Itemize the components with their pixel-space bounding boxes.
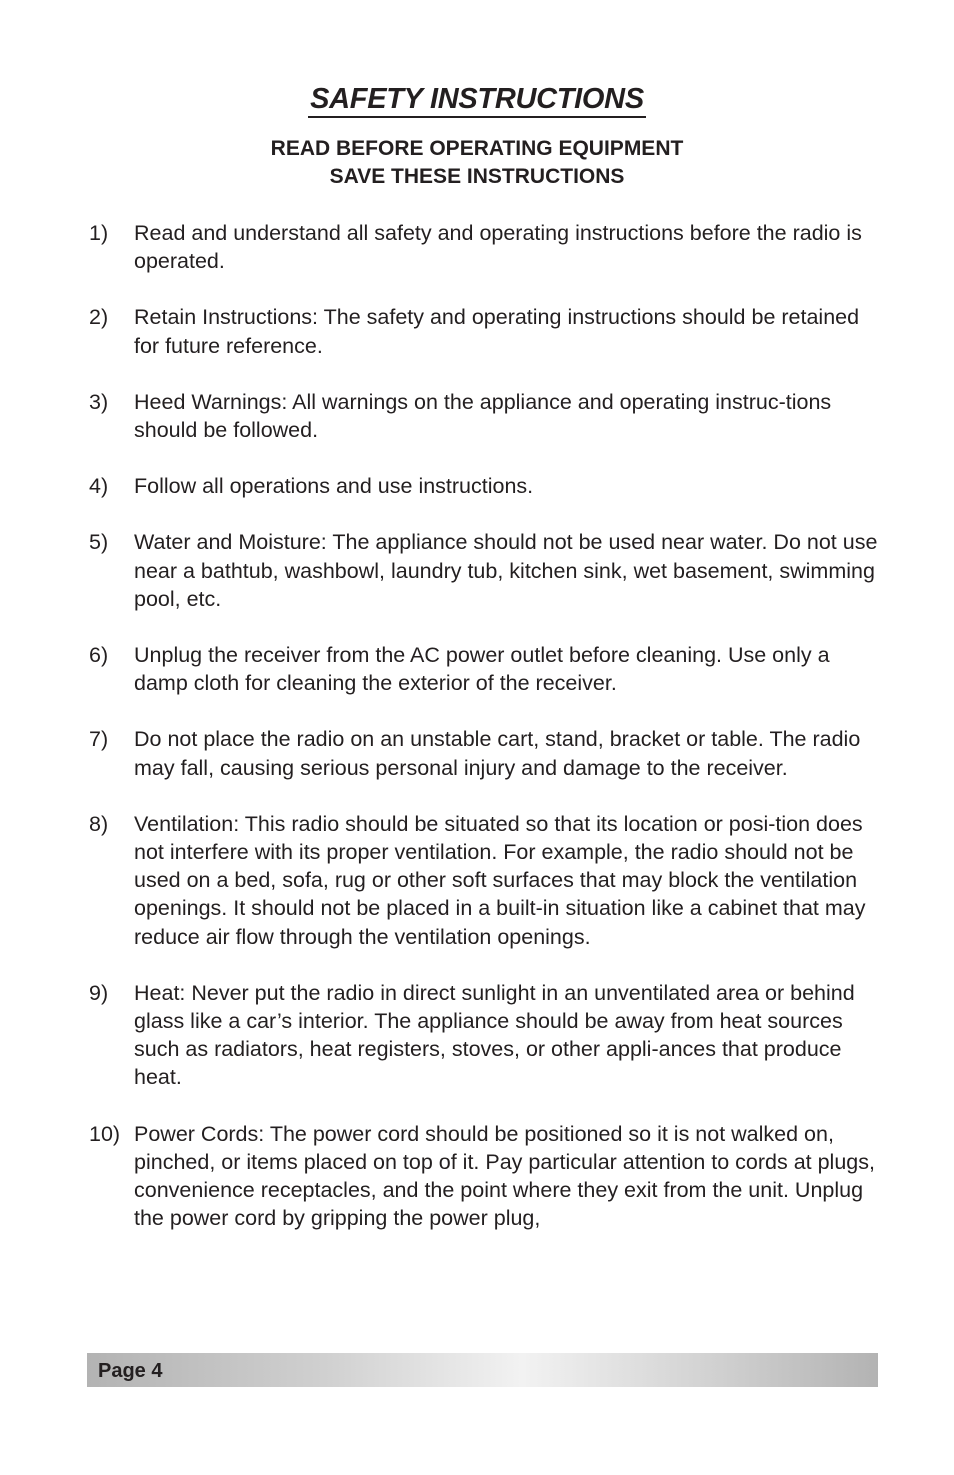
item-text: Read and understand all safety and operating instructions before the radio is operated. [134, 221, 862, 274]
item-text: Unplug the receiver from the AC power outlet before cleaning. Use only a damp cloth for cleaning the exterior of the receiver. [134, 643, 830, 696]
item-text: Water and Moisture: The appliance should not be used near water. Do not use near a bathtub, washbowl, laundry tub, kitchen sink, wet basement, swimming pool, etc. [134, 530, 878, 611]
page-title [0, 82, 954, 118]
item-text: Do not place the radio on an unstable cart, stand, bracket or table. The radio may fall, causing serious personal injury and damage to the receiver. [134, 727, 861, 780]
item-text: Power Cords: The power cord should be positioned so it is not walked on, pinched, or items placed on top of it. Pay particular attention to cords at plugs, convenience receptacles, and the point where they exit from the unit. Unplug the power cord by gripping the power plug, [134, 1121, 875, 1231]
subtitle-save-instructions: SAVE THESE INSTRUCTIONS [329, 165, 625, 188]
item-number: 8) [89, 811, 109, 836]
item-number: 5) [89, 530, 109, 555]
list-item [89, 388, 879, 444]
item-number: 1) [89, 221, 109, 245]
list-item [89, 979, 879, 1092]
item-text: Heed Warnings: All warnings on the appliance and operating instruc-tions should be followed. [134, 389, 832, 443]
item-text: Retain Instructions: The safety and operating instructions should be retained for future reference. [134, 305, 860, 358]
list-item [89, 472, 879, 500]
item-number: 6) [89, 643, 109, 668]
item-number: 9) [89, 980, 109, 1005]
item-number: 4) [89, 474, 109, 499]
list-item [89, 528, 879, 613]
page-footer-bar [87, 1353, 878, 1387]
item-text: Ventilation: This radio should be situated so that its location or posi-tion does not interfere with its proper ventilation. For example, the radio should not be used on a bed, sofa, rug or other soft surfaces that may block the ventilation openings. It should not be placed in a built-in situation like a cabinet that may reduce air flow through the ventilation openings. [134, 811, 866, 949]
list-item [89, 641, 879, 697]
item-text: Follow all operations and use instructions. [134, 474, 534, 499]
page-title-text: SAFETY INSTRUCTIONS [308, 82, 646, 118]
list-item [89, 1120, 879, 1233]
item-number: 7) [89, 727, 109, 752]
list-item [89, 810, 879, 951]
page-number: Page 4 [98, 1360, 163, 1382]
subtitle-read-before: READ BEFORE OPERATING EQUIPMENT [270, 137, 684, 160]
safety-instruction-list [89, 219, 879, 1260]
list-item [89, 725, 879, 781]
item-number: 2) [89, 305, 109, 330]
list-item [89, 219, 879, 275]
item-number: 10) [89, 1121, 121, 1146]
list-item [89, 303, 879, 359]
item-number: 3) [89, 389, 109, 414]
item-text: Heat: Never put the radio in direct sunlight in an unventilated area or behind glass like a car’s interior. The appliance should be away from heat sources such as radiators, heat registers, stoves, or other appli-ances that produce heat. [134, 980, 855, 1090]
